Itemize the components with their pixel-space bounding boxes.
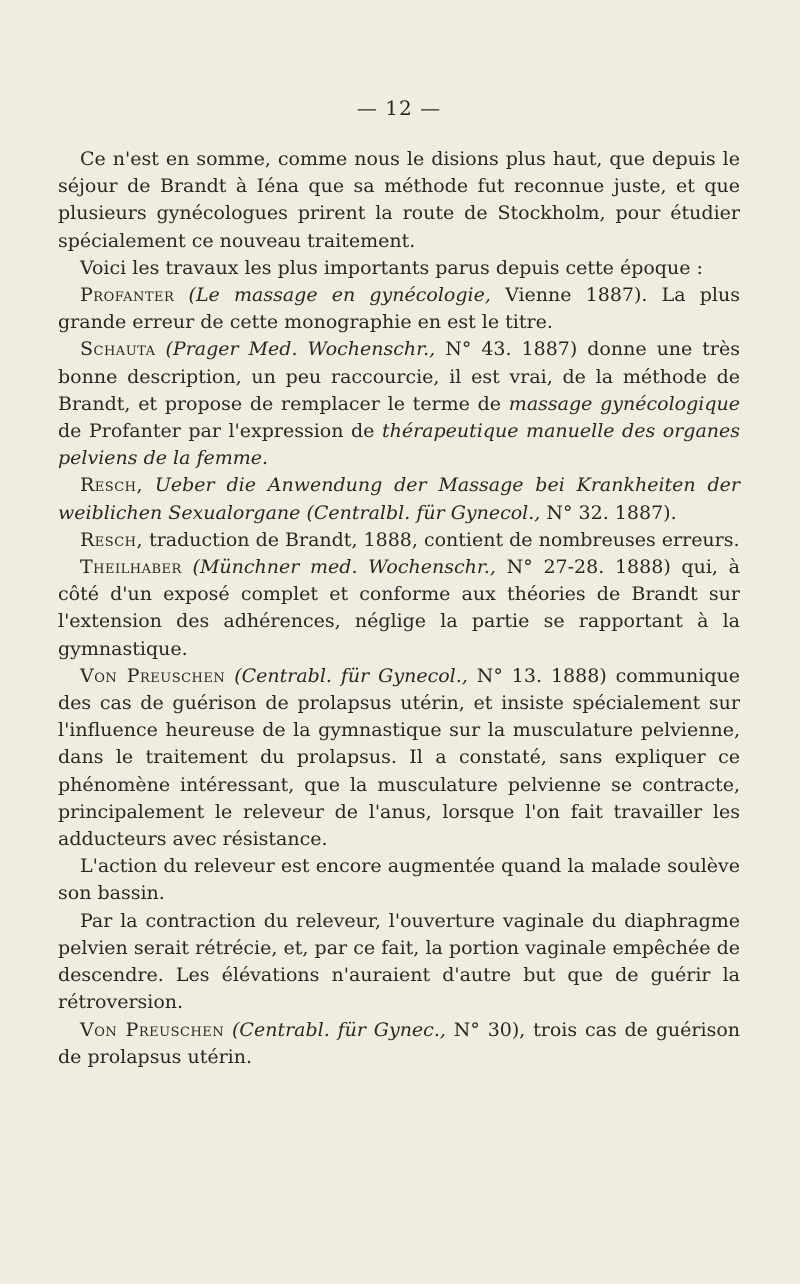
- paragraph-contraction: [58, 908, 740, 1017]
- bibliography-entry-resch-1: [58, 472, 740, 526]
- paragraph-text: Voici les travaux les plus importants parus depuis cette époque :: [80, 256, 703, 279]
- bibliography-entry-resch-2: [58, 527, 740, 554]
- citation-title: (Centrabl. für Gynec.,: [232, 1018, 446, 1041]
- term-italic: massage gynécologique: [508, 392, 740, 415]
- term-italic: thérapeutique manuelle des organes pelviens de la femme.: [58, 420, 740, 470]
- author-name: Resch,: [80, 528, 144, 551]
- author-name: Resch,: [80, 474, 144, 497]
- entry-text: N° 43. 1887) donne une très bonne description, un peu raccourcie, il est vrai, de la méthode de Brandt, et propose de remplacer le terme de: [58, 338, 740, 415]
- bibliography-entry-von-preuschen-1: [58, 663, 740, 853]
- citation-title: (Prager Med. Wochenschr.,: [165, 338, 436, 361]
- paragraph-releveur-action: [58, 853, 740, 907]
- entry-text: N° 30), trois cas de guérison de prolapsus utérin.: [58, 1018, 740, 1068]
- citation-title: (Le massage en gynécologie,: [188, 284, 491, 307]
- paragraph-text: Ce n'est en somme, comme nous le disions plus haut, que depuis le séjour de Brandt à Iéna que sa méthode fut reconnue juste, et que plusieurs gynécologues prirent la route de Stockholm, pour étudier spécialement ce nouveau traitement.: [58, 148, 740, 252]
- entry-text: traduction de Brandt, 1888, contient de nombreuses erreurs.: [143, 528, 740, 551]
- bibliography-entry-profanter: [58, 282, 740, 336]
- author-name: Von Preuschen: [80, 1018, 225, 1041]
- bibliography-entry-theilhaber: [58, 554, 740, 663]
- entry-text: de Profanter par l'expression de: [58, 420, 382, 443]
- paragraph-intro: [58, 146, 740, 255]
- page-number: — 12 —: [356, 96, 442, 120]
- paragraph-text: Par la contraction du releveur, l'ouverture vaginale du diaphragme pelvien serait rétrécie, et, par ce fait, la portion vaginale empêchée de descendre. Les élévations n'auraient d'autre but que de guérir la rétroversion.: [58, 909, 740, 1014]
- bibliography-entry-von-preuschen-2: [58, 1017, 740, 1071]
- author-name: Schauta: [80, 338, 156, 361]
- bibliography-entry-schauta: [58, 336, 740, 472]
- entry-text: N° 32. 1887).: [540, 501, 677, 524]
- citation-title: Ueber die Anwendung der Massage bei Krankheiten der weiblichen Sexualorgane (Centralbl. für Gynecol.,: [58, 474, 740, 524]
- author-name: Von Preuschen: [80, 664, 226, 687]
- entry-text: N° 27-28. 1888) qui, à côté d'un exposé complet et conforme aux théories de Brandt sur l'extension des adhérences, néglige la partie se rapportant à la gymnastique.: [58, 556, 740, 660]
- author-name: Profanter: [80, 284, 175, 307]
- citation-title: (Centrabl. für Gynecol.,: [234, 664, 468, 687]
- citation-title: (Münchner med. Wochenschr.,: [192, 556, 496, 579]
- paragraph-list-intro: [58, 255, 740, 282]
- entry-text: Vienne 1887). La plus grande erreur de cette monographie en est le titre.: [58, 284, 740, 334]
- paragraph-text: L'action du releveur est encore augmentée quand la malade soulève son bassin.: [58, 855, 740, 905]
- document-page: [58, 96, 740, 1071]
- entry-text: N° 13. 1888) communique des cas de guérison de prolapsus utérin, et insiste spécialement sur l'influence heureuse de la gymnastique sur la musculature pelvienne, dans le traitement du prolapsus. Il a constaté, sans expliquer ce phénomène intéressant, que la musculature pelvienne se contracte, principalement le releveur de l'anus, lorsque l'on fait travailler les adducteurs avec résistance.: [58, 664, 740, 851]
- author-name: Theilhaber: [80, 556, 182, 579]
